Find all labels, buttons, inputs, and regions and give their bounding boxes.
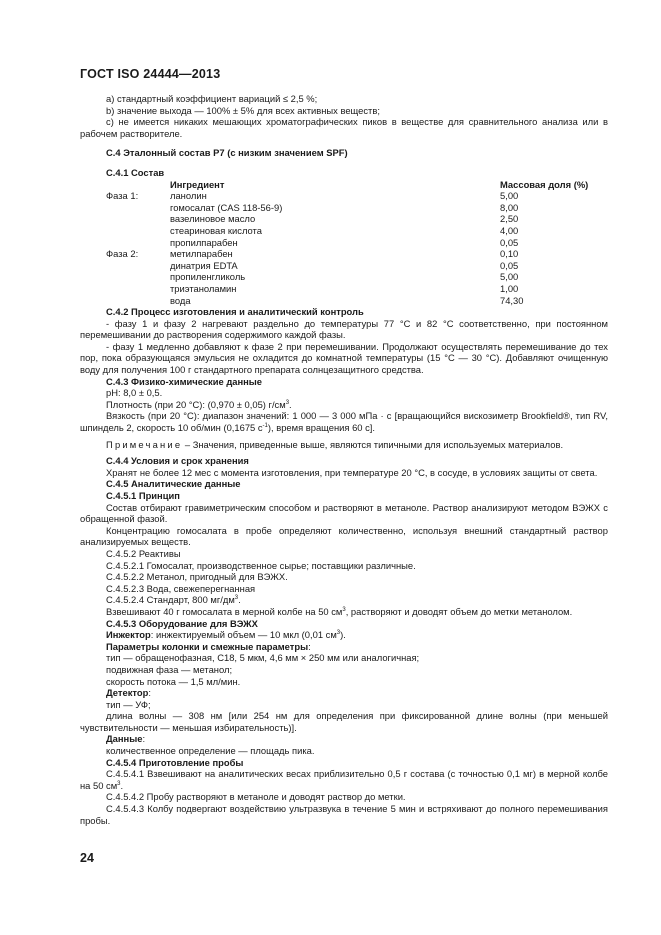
- row-value: 5,00: [500, 271, 519, 283]
- reagent-1: С.4.5.2.1 Гомосалат, производственное сырье; поставщики различные.: [106, 559, 416, 571]
- row-ingredient: гомосалат (CAS 118-56-9): [170, 201, 283, 213]
- principle-text-2: Концентрацию гомосалата в пробе определяют количественно, используя внешний стандартный раствор анализируемых веществ.: [80, 524, 608, 548]
- row-value: 1,00: [500, 282, 519, 294]
- section-c41-heading: С.4.1 Состав: [106, 166, 165, 178]
- column-header-ingredient: Ингредиент: [170, 178, 225, 190]
- section-c44-heading: С.4.4 Условия и срок хранения: [106, 455, 249, 467]
- row-phase: [106, 213, 170, 225]
- row-ingredient: пропиленгликоль: [170, 271, 246, 283]
- row-value: 5,00: [500, 190, 519, 202]
- section-c454-heading: С.4.5.4 Приготовление пробы: [106, 756, 244, 768]
- viscosity-value: Вязкость (при 20 °С): диапазон значений: 1 000 — 3 000 мПа · с [вращающийся вискозиметр Brookfield®, тип RV, шпиндель 2, скорость 10 об/мин (0,1675 $с^{-1}$), время вращения 60 с].: [80, 410, 608, 434]
- detector-heading: Детектор:: [106, 687, 151, 699]
- row-ingredient: триэтаноламин: [170, 282, 237, 294]
- row-ingredient: ланолин: [170, 190, 207, 202]
- density-value: Плотность (при 20 °С): (0,970 ± 0,05) $г/см^3$.: [106, 398, 292, 410]
- condition-b: b) значение выхода — 100% ± 5% для всех активных веществ;: [106, 104, 380, 116]
- reagent-4: С.4.5.2.4 Стандарт, 800 $мг/дм^3$.: [106, 594, 241, 606]
- row-phase: [106, 237, 170, 249]
- table-row: [106, 213, 600, 225]
- flow-rate: скорость потока — 1,5 мл/мин.: [106, 675, 241, 687]
- composition-rows: [106, 190, 600, 306]
- wavelength: длина волны — 308 нм [или 254 нм для определения при фиксированной длине волны (при меньшей чувствительности — меньшая избирательность)].: [80, 710, 608, 733]
- condition-a: а) стандартный коэффициент вариаций ≤ 2,5 %;: [106, 93, 318, 104]
- row-phase: Фаза 1:: [106, 190, 139, 202]
- injector-line: Инжектор: инжектируемый объем — 10 мкл (0,01 $см^3$).: [106, 629, 346, 641]
- row-ingredient: вазелиновое масло: [170, 213, 256, 225]
- section-c45-heading: С.4.5 Аналитические данные: [106, 478, 241, 490]
- note: Примечание – Значения, приведенные выше, являются типичными для используемых материалов.: [106, 438, 564, 450]
- row-phase: [106, 283, 170, 295]
- data-text: количественное определение — площадь пика.: [106, 745, 315, 757]
- table-row: [106, 248, 600, 260]
- row-ingredient: пропилпарабен: [170, 236, 238, 248]
- row-ingredient: стеариновая кислота: [170, 224, 262, 236]
- detector-type: тип — УФ;: [106, 698, 151, 710]
- row-phase: [106, 225, 170, 237]
- condition-c: с) не имеется никаких мешающих хроматографических пиков в веществе для сравнительного анализа или в рабочем растворителе.: [80, 116, 608, 139]
- table-row: [106, 260, 600, 272]
- section-c42-heading: С.4.2 Процесс изготовления и аналитический контроль: [106, 306, 364, 318]
- composition-table: [106, 179, 600, 307]
- row-value: 74,30: [500, 294, 524, 306]
- row-value: 2,50: [500, 213, 519, 225]
- row-value: 0,05: [500, 259, 519, 271]
- sample-step-1: С.4.5.4.1 Взвешивают на аналитических весах приблизительно 0,5 г состава (с точностью 0,1 мг) в мерной колбе на 50 $см^3$.: [80, 768, 608, 791]
- table-row: [106, 283, 600, 295]
- row-phase: [106, 295, 170, 307]
- mobile-phase: подвижная фаза — метанол;: [106, 663, 233, 675]
- ph-value: рН: 8,0 ± 0,5.: [106, 387, 163, 399]
- table-row: [106, 295, 600, 307]
- section-c451-heading: С.4.5.1 Принцип: [106, 490, 180, 501]
- table-row: [106, 271, 600, 283]
- note-label: Примечание: [106, 438, 183, 450]
- section-c453-heading: С.4.5.3 Оборудование для ВЭЖХ: [106, 617, 258, 629]
- row-value: 0,05: [500, 236, 519, 248]
- section-c43-heading: С.4.3 Физико-химические данные: [106, 375, 263, 387]
- process-step-1: - фазу 1 и фазу 2 нагревают раздельно до температуры 77 °С и 82 °С соответственно, при постоянном перемешивании до растворения содержимого каждой фазы.: [80, 317, 608, 341]
- column-header-mass: Массовая доля (%): [500, 178, 589, 190]
- sample-step-2: С.4.5.4.2 Пробу растворяют в метаноле и доводят раствор до метки.: [106, 791, 406, 803]
- column-params-heading: Параметры колонки и смежные параметры:: [106, 640, 311, 652]
- storage-text: Хранят не более 12 мес с момента изготовления, при температуре 20 °С, в сосуде, в условиях защиты от света.: [106, 466, 598, 478]
- row-value: 8,00: [500, 201, 519, 213]
- table-row: [106, 237, 600, 249]
- data-heading: Данные:: [106, 733, 146, 745]
- row-value: 0,10: [500, 248, 519, 260]
- column-type: тип — обращенофазная, С18, 5 мкм, 4,6 мм × 250 мм или аналогичная;: [106, 652, 420, 664]
- table-row: [106, 225, 600, 237]
- row-ingredient: метилпарабен: [170, 248, 233, 260]
- row-ingredient: динатрия EDTA: [170, 259, 238, 271]
- reagent-3: С.4.5.2.3 Вода, свежеперегнанная: [106, 582, 256, 594]
- reagents-heading: С.4.5.2 Реактивы: [106, 547, 181, 559]
- table-row: [106, 190, 600, 202]
- page-number: 24: [80, 851, 94, 865]
- document-body: [80, 93, 608, 826]
- row-ingredient: вода: [170, 294, 191, 306]
- document-header: ГОСТ ISO 24444—2013: [80, 67, 221, 81]
- row-phase: [106, 202, 170, 214]
- table-header-row: [106, 179, 600, 191]
- reagent-2: С.4.5.2.2 Метанол, пригодный для ВЭЖХ.: [106, 571, 288, 583]
- weigh-text: Взвешивают 40 г гомосалата в мерной колбе на 50 $см^3$, растворяют и доводят объем до метки метанолом.: [106, 605, 573, 617]
- table-row: [106, 202, 600, 214]
- row-value: 4,00: [500, 224, 519, 236]
- row-phase: [106, 260, 170, 272]
- row-phase: [106, 271, 170, 283]
- sample-step-3: С.4.5.4.3 Колбу подвергают воздействию ультразвука в течение 5 мин и встряхивают до полного перемешивания пробы.: [80, 803, 608, 826]
- process-step-2: - фазу 1 медленно добавляют к фазе 2 при перемешивании. Продолжают осуществлять перемешивание до тех пор, пока образующаяся эмульсия не охладится до комнатной температуры (15 °С — 30 °С). Добавляют очищенную воду для получения 100 г стандартного препарата солнцезащитного средства.: [80, 340, 608, 376]
- section-c4-heading: С.4 Эталонный состав Р7 (с низким значением SPF): [106, 147, 348, 159]
- row-phase: Фаза 2:: [106, 248, 139, 260]
- principle-text-1: Состав отбирают гравиметрическим способом и растворяют в метаноле. Раствор анализируют методом ВЭЖХ с обращенной фазой.: [80, 501, 608, 525]
